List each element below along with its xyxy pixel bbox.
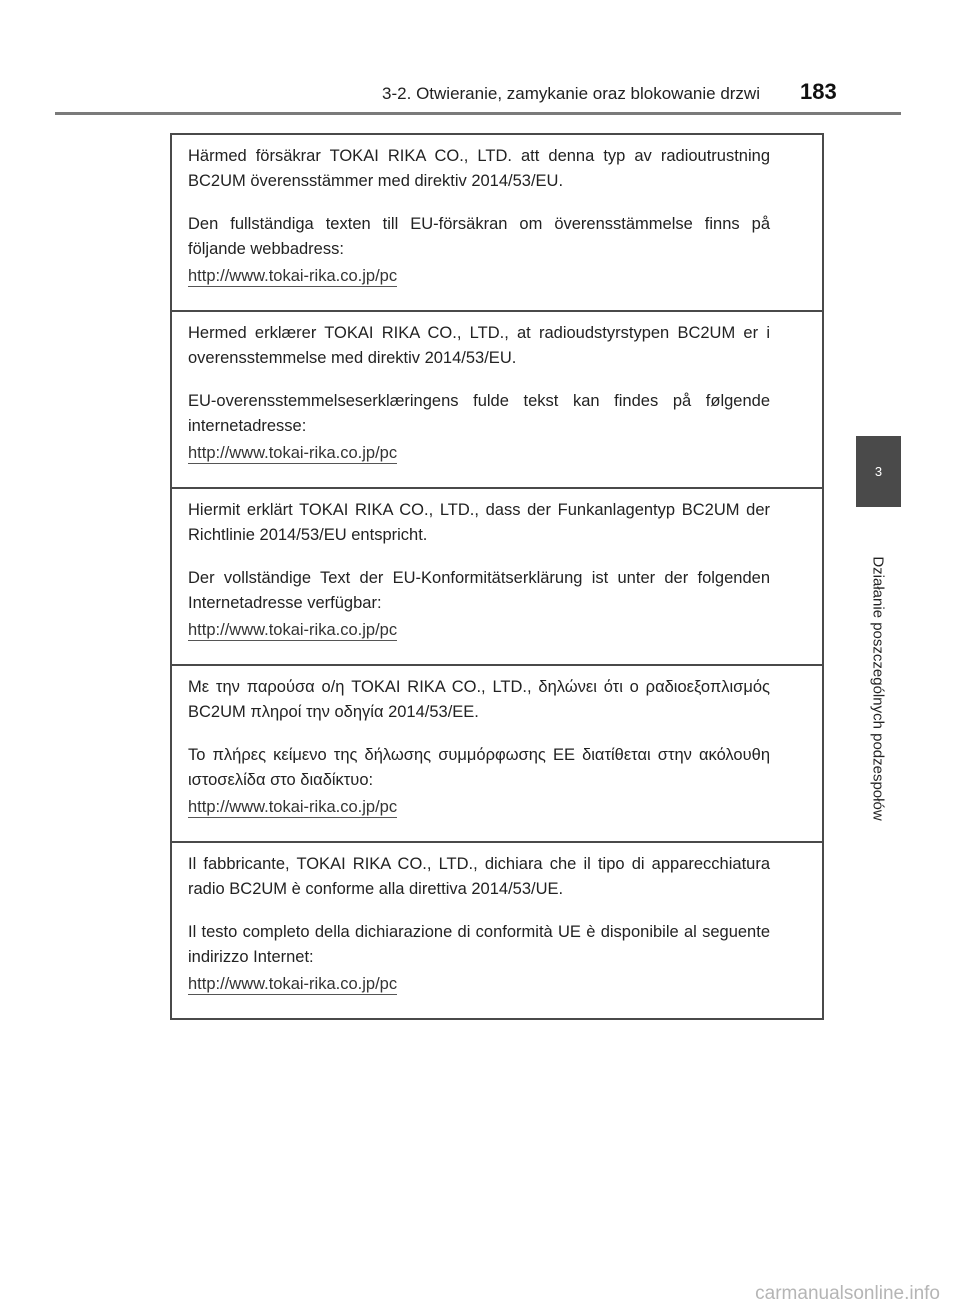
declaration-section-greek bbox=[172, 666, 822, 843]
declaration-text: Härmed försäkrar TOKAI RIKA CO., LTD. att denna typ av radioutrustning BC2UM överensstämmer med direktiv 2014/53/EU. bbox=[188, 147, 770, 190]
page-number: 183 bbox=[800, 79, 837, 104]
declaration-text: Il fabbricante, TOKAI RIKA CO., LTD., dichiara che il tipo di apparecchiatura radio BC2UM è conforme alla direttiva 2014/53/UE. bbox=[188, 855, 770, 898]
chapter-side-label-text: Działanie poszczególnych podzespołów bbox=[870, 556, 888, 821]
declaration-section-italian bbox=[172, 843, 822, 1018]
declaration-link[interactable]: http://www.tokai-rika.co.jp/pc bbox=[188, 975, 398, 993]
chapter-tab-number: 3 bbox=[874, 464, 883, 479]
availability-text: Το πλήρες κείμενο της δήλωσης συμμόρφωσης ΕΕ διατίθεται στην ακόλουθη ιστοσελίδα στο διαδίκτυο: bbox=[188, 746, 770, 789]
declaration-section-swedish bbox=[172, 135, 822, 312]
page-header bbox=[0, 0, 960, 116]
declaration-text: Με την παρούσα ο/η TOKAI RIKA CO., LTD., δηλώνει ότι ο ραδιοεξοπλισμός BC2UM πληροί την οδηγία 2014/53/ΕΕ. bbox=[188, 678, 770, 721]
declaration-link[interactable]: http://www.tokai-rika.co.jp/pc bbox=[188, 444, 398, 462]
chapter-title: 3-2. Otwieranie, zamykanie oraz blokowanie drzwi bbox=[382, 84, 760, 103]
availability-text: EU-overensstemmelseserklæringens fulde tekst kan findes på følgende internetadresse: bbox=[188, 392, 770, 435]
availability-text: Il testo completo della dichiarazione di conformità UE è disponibile al seguente indirizzo Internet: bbox=[188, 923, 770, 966]
declaration-link[interactable]: http://www.tokai-rika.co.jp/pc bbox=[188, 621, 398, 639]
declaration-section-danish bbox=[172, 312, 822, 489]
declarations-box bbox=[170, 133, 824, 1020]
declaration-link[interactable]: http://www.tokai-rika.co.jp/pc bbox=[188, 798, 398, 816]
declaration-section-german bbox=[172, 489, 822, 666]
declaration-link[interactable]: http://www.tokai-rika.co.jp/pc bbox=[188, 267, 398, 285]
availability-text: Der vollständige Text der EU-Konformitätserklärung ist unter der folgenden Internetadresse verfügbar: bbox=[188, 569, 770, 612]
declaration-text: Hiermit erklärt TOKAI RIKA CO., LTD., dass der Funkanlagentyp BC2UM der Richtlinie 2014/53/EU entspricht. bbox=[188, 501, 770, 544]
header-divider bbox=[55, 112, 901, 115]
watermark: carmanualsonline.info bbox=[755, 1283, 940, 1304]
chapter-tab bbox=[856, 436, 901, 507]
chapter-side-label bbox=[856, 516, 901, 861]
declaration-text: Hermed erklærer TOKAI RIKA CO., LTD., at radioudstyrstypen BC2UM er i overensstemmelse med direktiv 2014/53/EU. bbox=[188, 324, 770, 367]
availability-text: Den fullständiga texten till EU-försäkran om överensstämmelse finns på följande webbadress: bbox=[188, 215, 770, 258]
